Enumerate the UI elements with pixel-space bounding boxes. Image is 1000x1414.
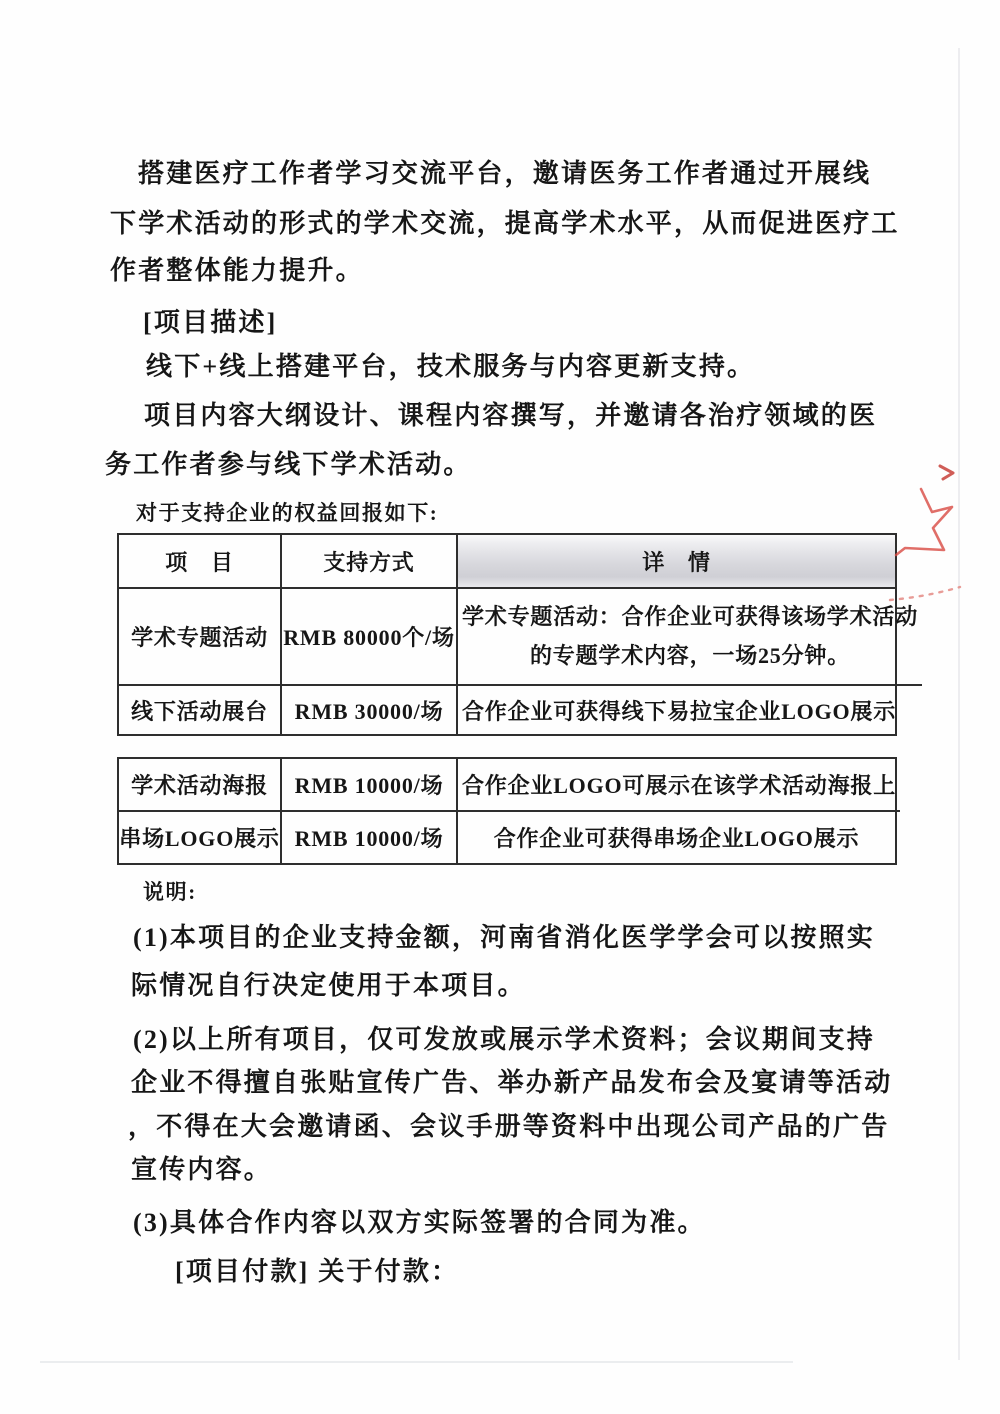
note2-line-1: (2)以上所有项目，仅可发放或展示学术资料；会议期间支持 xyxy=(133,1025,875,1054)
section-title-payment: [项目付款] 关于付款： xyxy=(175,1257,460,1286)
cell-support: RMB 10000/场 xyxy=(282,812,458,863)
detail-line-1: 学术专题活动：合作企业可获得该场学术活动 xyxy=(462,604,919,629)
cell-support: RMB 10000/场 xyxy=(282,759,458,812)
cell-item: 线下活动展台 xyxy=(119,686,282,734)
scan-fold-line-horizontal xyxy=(40,1361,793,1363)
notes-title: 说明: xyxy=(143,880,197,904)
detail-line-2: 的专题学术内容，一场25分钟。 xyxy=(530,642,851,668)
header-cell-support: 支持方式 xyxy=(282,535,458,589)
scan-fold-line-vertical xyxy=(958,48,960,1360)
cell-item: 学术活动海报 xyxy=(119,759,282,812)
description-line-1: 线下+线上搭建平台，技术服务与内容更新支持。 xyxy=(146,352,756,381)
benefits-table-2 xyxy=(117,757,897,865)
table-row xyxy=(119,686,895,734)
cell-support: RMB 80000个/场 xyxy=(282,589,458,686)
cell-item: 学术专题活动 xyxy=(119,589,282,686)
header-cell-item: 项 目 xyxy=(119,535,282,589)
note1-line-1: (1)本项目的企业支持金额，河南省消化医学学会可以按照实 xyxy=(133,923,875,952)
cell-item: 串场LOGO展示 xyxy=(119,812,282,863)
table-row xyxy=(119,759,895,812)
table-header-row xyxy=(119,535,895,589)
table-row xyxy=(119,812,895,863)
note1-line-2: 际情况自行决定使用于本项目。 xyxy=(131,971,526,1000)
intro-line-3: 作者整体能力提升。 xyxy=(110,256,364,285)
red-arrow-mark xyxy=(940,466,953,479)
description-line-3: 务工作者参与线下学术活动。 xyxy=(105,450,472,479)
note2-line-4: 宣传内容。 xyxy=(131,1155,273,1184)
red-star-outline xyxy=(896,489,952,555)
cell-detail: 合作企业可获得线下易拉宝企业LOGO展示 xyxy=(462,698,897,724)
note2-line-3: ，不得在大会邀请函、会议手册等资料中出现公司产品的广告 xyxy=(128,1112,890,1141)
description-line-2: 项目内容大纲设计、课程内容撰写，并邀请各治疗领域的医 xyxy=(144,401,878,430)
benefits-intro-line: 对于支持企业的权益回报如下: xyxy=(136,501,439,525)
cell-detail xyxy=(458,589,922,686)
header-cell-detail: 详 情 xyxy=(458,535,895,589)
cell-detail: 合作企业可获得串场企业LOGO展示 xyxy=(493,826,860,851)
intro-line-2: 下学术活动的形式的学术交流，提高学术水平，从而促进医疗工 xyxy=(110,209,900,238)
intro-line-1: 搭建医疗工作者学习交流平台，邀请医务工作者通过开展线 xyxy=(138,159,872,188)
section-title-description: [项目描述] xyxy=(143,308,278,337)
table-row xyxy=(119,589,919,686)
note3-line: (3)具体合作内容以双方实际签署的合同为准。 xyxy=(133,1208,706,1237)
note2-line-2: 企业不得擅自张贴宣传广告、举办新产品发布会及宴请等活动 xyxy=(131,1068,893,1097)
cell-support: RMB 30000/场 xyxy=(282,686,458,734)
cell-detail: 合作企业LOGO可展示在该学术活动海报上 xyxy=(458,759,900,812)
benefits-table-1 xyxy=(117,533,919,736)
